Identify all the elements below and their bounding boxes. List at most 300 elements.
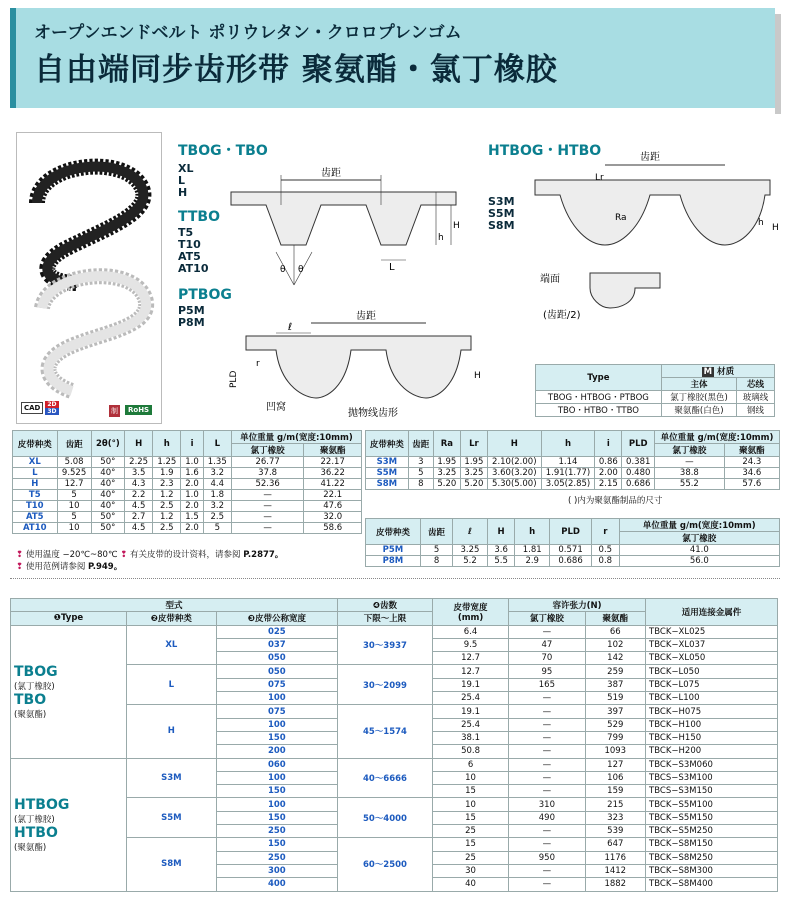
- width-cell: 037: [216, 638, 337, 651]
- width-cell: 100: [216, 771, 337, 784]
- teeth-cell: 40～6666: [338, 758, 433, 798]
- kind-cell: S3M: [127, 758, 217, 798]
- order-cell: 6.4: [432, 625, 508, 638]
- spec1-cell: 32.0: [304, 512, 362, 523]
- order-cell: 30: [432, 864, 508, 877]
- material-cell: 聚氨酯(白色): [661, 404, 736, 417]
- order-cell: —: [509, 745, 585, 758]
- order-cell: 387: [585, 678, 646, 691]
- spec1-cell: 2.5: [203, 512, 231, 523]
- order-cell: 142: [585, 652, 646, 665]
- width-cell: 100: [216, 798, 337, 811]
- spec1-cell: 40°: [91, 501, 124, 512]
- order-cell: TBCK−L050: [646, 665, 778, 678]
- spec3-cell: 56.0: [619, 556, 779, 567]
- spec1-cell: 1.0: [181, 490, 203, 501]
- spec1-row: [13, 490, 362, 501]
- spec2-header: h: [541, 431, 595, 457]
- spec1-cell: 1.6: [181, 468, 203, 479]
- spec2-header: 皮带种类: [366, 431, 409, 457]
- order-cell: 159: [585, 785, 646, 798]
- kind-header: ❷皮带种类: [127, 612, 217, 625]
- type-note: (聚氨酯): [14, 709, 47, 720]
- width-cell: 150: [216, 785, 337, 798]
- spec3-header: H: [487, 519, 515, 545]
- spec1-cell: 4.4: [203, 479, 231, 490]
- material-main-header: 主体: [661, 378, 736, 391]
- order-cell: 165: [509, 678, 585, 691]
- spec1-cell: 3.2: [203, 468, 231, 479]
- order-cell: 19.1: [432, 678, 508, 691]
- spec1-cell: 5.08: [57, 457, 91, 468]
- header-shadow: [775, 14, 781, 114]
- spec2-cell: 2.15: [595, 479, 622, 490]
- header-title: 自由端同步齿形带 聚氨酯・氯丁橡胶: [34, 52, 558, 88]
- spec1-cell: 10: [57, 523, 91, 534]
- type-note: (氯丁橡胶): [14, 681, 55, 692]
- material-row: [536, 404, 775, 417]
- header-accent-bar: [10, 8, 16, 108]
- cad-badge: [21, 401, 59, 415]
- order-cell: TBCS−S3M100: [646, 771, 778, 784]
- spec1-cell: 5: [57, 490, 91, 501]
- order-cell: TBCK−H100: [646, 718, 778, 731]
- width-cell: 060: [216, 758, 337, 771]
- order-cell: 12.7: [432, 665, 508, 678]
- spec2-header: i: [595, 431, 622, 457]
- spec2-cell: S8M: [366, 479, 409, 490]
- spec1-cell: 1.25: [153, 457, 181, 468]
- order-row: [11, 665, 778, 678]
- pld-label: PLD: [229, 370, 239, 388]
- tension-header: 容许张力(N): [509, 599, 646, 612]
- width-cell: 100: [216, 692, 337, 705]
- spec3-header: ℓ: [453, 519, 488, 545]
- order-cell: 310: [509, 798, 585, 811]
- spec1-header: h: [153, 431, 181, 457]
- teeth-cell: 30～3937: [338, 625, 433, 665]
- type-group-cell: [11, 758, 127, 891]
- order-cell: 6: [432, 758, 508, 771]
- kind-cell: S5M: [127, 798, 217, 838]
- spec1-cell: 36.22: [304, 468, 362, 479]
- material-icon: M: [703, 367, 713, 377]
- spec3-cell: 5.5: [487, 556, 515, 567]
- order-cell: 47: [509, 638, 585, 651]
- material-cell: 氯丁橡胶(黑色): [661, 391, 736, 404]
- spec3-cell: 8: [420, 556, 452, 567]
- H-label-3: H: [772, 223, 779, 233]
- spec3-header: 皮带种类: [366, 519, 421, 545]
- order-cell: 10: [432, 771, 508, 784]
- order-cell: 1882: [585, 878, 646, 891]
- spec1-cell: 47.6: [304, 501, 362, 512]
- order-cell: 259: [585, 665, 646, 678]
- order-cell: TBCK−S8M300: [646, 864, 778, 877]
- spec1-cell: 2.2: [125, 490, 153, 501]
- order-cell: —: [509, 625, 585, 638]
- type-name: HTBO: [14, 824, 58, 841]
- spec1-cell: 50°: [91, 512, 124, 523]
- order-cell: 102: [585, 638, 646, 651]
- spec1-cell: H: [13, 479, 58, 490]
- spec1-cell: 58.6: [304, 523, 362, 534]
- htbog-types: [488, 196, 515, 232]
- spec2-cell: 5.30(5.00): [487, 479, 541, 490]
- order-cell: TBCK−S8M150: [646, 838, 778, 851]
- half-pitch-label: (齿距/2): [543, 310, 581, 321]
- teeth-cell: 60～2500: [338, 838, 433, 891]
- width-cell: 300: [216, 864, 337, 877]
- order-row: [11, 798, 778, 811]
- spec1-cell: 3.5: [125, 468, 153, 479]
- spec1-cell: —: [231, 523, 304, 534]
- spec2-cell: 3.60(3.20): [487, 468, 541, 479]
- order-cell: 66: [585, 625, 646, 638]
- belt-width-header: 皮带宽度 (mm): [432, 599, 508, 626]
- order-cell: TBCK−S8M400: [646, 878, 778, 891]
- spec1-header: i: [181, 431, 203, 457]
- order-cell: —: [509, 718, 585, 731]
- spec1-cell: 10: [57, 501, 91, 512]
- H-label-2: H: [474, 371, 481, 381]
- order-cell: 215: [585, 798, 646, 811]
- order-cell: TBCS−S3M150: [646, 785, 778, 798]
- spec2-cell: S5M: [366, 468, 409, 479]
- spec1-cell: 40°: [91, 490, 124, 501]
- spec1-cell: —: [231, 512, 304, 523]
- lr-label: Lr: [595, 173, 604, 183]
- order-cell: 19.1: [432, 705, 508, 718]
- model-header: 型式: [11, 599, 338, 612]
- trapezoid-tooth-diagram: [226, 160, 466, 300]
- order-cell: TBCK−XL037: [646, 638, 778, 651]
- spec2-cell: 3: [408, 457, 433, 468]
- spec2-cell: 5.20: [433, 479, 460, 490]
- order-cell: 519: [585, 692, 646, 705]
- type-s8m: S8M: [488, 219, 515, 232]
- parabolic-tooth-diagram: [226, 308, 486, 420]
- spec3-cell: 0.571: [550, 545, 592, 556]
- teeth-cell: 50～4000: [338, 798, 433, 838]
- tbog-title: TBOG・TBO: [178, 143, 268, 159]
- order-cell: 12.7: [432, 652, 508, 665]
- order-cell: 25: [432, 825, 508, 838]
- spec2-cell: 0.480: [622, 468, 655, 479]
- order-cell: 529: [585, 718, 646, 731]
- order-cell: —: [509, 692, 585, 705]
- order-cell: 106: [585, 771, 646, 784]
- cad-label: CAD: [21, 402, 43, 414]
- order-cell: 950: [509, 851, 585, 864]
- order-cell: 1412: [585, 864, 646, 877]
- pitch-label-2: 齿距: [356, 311, 376, 322]
- order-cell: TBCK−H075: [646, 705, 778, 718]
- order-row: [11, 838, 778, 851]
- material-header: M 材质: [661, 365, 774, 378]
- spec1-cell: 4.5: [125, 501, 153, 512]
- width-header: ❸皮带公称宽度: [216, 612, 337, 625]
- order-cell: 38.1: [432, 731, 508, 744]
- type-name: TBO: [14, 691, 47, 708]
- spec-table-parabolic: [365, 518, 780, 567]
- spec1-cell: 41.22: [304, 479, 362, 490]
- spec2-cell: 5: [408, 468, 433, 479]
- order-cell: TBCK−L075: [646, 678, 778, 691]
- spec2-cell: 3.25: [460, 468, 487, 479]
- spec2-row: [366, 479, 780, 490]
- order-cell: 70: [509, 652, 585, 665]
- material-table: [535, 364, 775, 417]
- spec2-cell: 5.20: [460, 479, 487, 490]
- order-cell: —: [509, 758, 585, 771]
- spec2-header: PLD: [622, 431, 655, 457]
- spec2-row: [366, 457, 780, 468]
- spec1-cell: 1.35: [203, 457, 231, 468]
- spec1-cell: AT5: [13, 512, 58, 523]
- kind-cell: H: [127, 705, 217, 758]
- teeth-cell: 45～1574: [338, 705, 433, 758]
- width-cell: 050: [216, 652, 337, 665]
- width-cell: 075: [216, 705, 337, 718]
- material-cell: TBO・HTBO・TTBO: [536, 404, 662, 417]
- width-cell: 200: [216, 745, 337, 758]
- spec2-row: [366, 468, 780, 479]
- spec1-cell: 2.5: [153, 501, 181, 512]
- spec1-cell: XL: [13, 457, 58, 468]
- h-label-3: h: [758, 218, 764, 228]
- spec3-cell: 3.25: [453, 545, 488, 556]
- spec1-cell: 2.3: [153, 479, 181, 490]
- order-cell: 50.8: [432, 745, 508, 758]
- spec1-cell: 50°: [91, 523, 124, 534]
- spec2-cell: 2.00: [595, 468, 622, 479]
- order-cell: 1176: [585, 851, 646, 864]
- spec2-cell: 8: [408, 479, 433, 490]
- order-cell: TBCK−H150: [646, 731, 778, 744]
- order-cell: 40: [432, 878, 508, 891]
- type-h: H: [178, 186, 188, 199]
- made-badge: 制: [111, 407, 118, 415]
- spec1-row: [13, 501, 362, 512]
- order-cell: —: [509, 771, 585, 784]
- type-at10: AT10: [178, 262, 209, 275]
- spec1-row: [13, 457, 362, 468]
- order-row: [11, 625, 778, 638]
- note-usage: ❢ 使用范例请参阅 P.949。: [16, 562, 123, 572]
- spec1-cell: 4.5: [125, 523, 153, 534]
- spec1-cell: —: [231, 490, 304, 501]
- spec2-cell: 1.14: [541, 457, 595, 468]
- spec2-cell: 0.686: [622, 479, 655, 490]
- r-label: r: [256, 359, 260, 369]
- spec3-header: PLD: [550, 519, 592, 545]
- order-cell: 490: [509, 811, 585, 824]
- spec2-cell: —: [655, 457, 725, 468]
- teeth-header: ❹齿数: [338, 599, 433, 612]
- material-cell: TBOG・HTBOG・PTBOG: [536, 391, 662, 404]
- spec1-header: L: [203, 431, 231, 457]
- spec3-cell: 5: [420, 545, 452, 556]
- spec1-row: [13, 523, 362, 534]
- spec2-cell: 24.3: [724, 457, 779, 468]
- spec1-cell: 2.7: [125, 512, 153, 523]
- order-cell: 10: [432, 798, 508, 811]
- spec1-cell: 22.17: [304, 457, 362, 468]
- spec3-cell: P8M: [366, 556, 421, 567]
- type-t5: T5: [178, 226, 194, 239]
- type-xl: XL: [178, 162, 194, 175]
- spec1-cell: 1.9: [153, 468, 181, 479]
- type-s3m: S3M: [488, 195, 515, 208]
- type-at5: AT5: [178, 250, 201, 263]
- order-cell: 539: [585, 825, 646, 838]
- order-cell: 25: [432, 851, 508, 864]
- spec1-cell: 40°: [91, 479, 124, 490]
- end-label: 端面: [540, 274, 560, 285]
- spec1-header: 2θ(°): [91, 431, 124, 457]
- round-tooth-diagram: [530, 150, 780, 270]
- spec2-cell: 1.95: [460, 457, 487, 468]
- spec1-cell: 1.8: [203, 490, 231, 501]
- h-label: h: [438, 233, 444, 243]
- htbog-title: HTBOG・HTBO: [488, 143, 602, 159]
- width-cell: 100: [216, 718, 337, 731]
- spec1-cell: 5: [57, 512, 91, 523]
- type-group-cell: [11, 625, 127, 758]
- material-cell: 钢线: [737, 404, 775, 417]
- product-photo-panel: [16, 132, 162, 424]
- mass-sub-chloroprene: 氯丁橡胶: [231, 444, 304, 457]
- teeth-sub-header: 下限～上限: [338, 612, 433, 625]
- tension-urethane-header: 聚氨酯: [585, 612, 646, 625]
- order-cell: 9.5: [432, 638, 508, 651]
- order-cell: 799: [585, 731, 646, 744]
- spec1-cell: 9.525: [57, 468, 91, 479]
- order-cell: TBCK−S5M100: [646, 798, 778, 811]
- order-cell: TBCK−H200: [646, 745, 778, 758]
- spec1-header: H: [125, 431, 153, 457]
- spec3-cell: 1.81: [515, 545, 550, 556]
- spec1-cell: 2.0: [181, 501, 203, 512]
- material-cell: 玻璃线: [737, 391, 775, 404]
- note-temp: ❢ 使用温度 −20℃~80℃ ❢ 有关皮带的设计资料，请参阅 P.2877。: [16, 550, 284, 560]
- type-l: L: [178, 174, 186, 187]
- spec1-cell: L: [13, 468, 58, 479]
- spec3-cell: 41.0: [619, 545, 779, 556]
- order-cell: —: [509, 731, 585, 744]
- spec2-cell: S3M: [366, 457, 409, 468]
- end-face-diagram: [540, 268, 670, 328]
- width-cell: 250: [216, 851, 337, 864]
- spec1-row: [13, 468, 362, 479]
- order-cell: 15: [432, 838, 508, 851]
- spec1-mass-header: 单位重量 g/m(宽度:10mm): [231, 431, 361, 444]
- mass2-sub-urethane: 聚氨酯: [724, 444, 779, 457]
- width-cell: 250: [216, 825, 337, 838]
- spec1-cell: 52.36: [231, 479, 304, 490]
- type-p5m: P5M: [178, 304, 205, 317]
- spec1-header: 皮带种类: [13, 431, 58, 457]
- spec1-cell: 2.25: [125, 457, 153, 468]
- spec2-cell: 2.10(2.00): [487, 457, 541, 468]
- order-cell: —: [509, 785, 585, 798]
- order-cell: —: [509, 864, 585, 877]
- spec-table-trapezoid: [12, 430, 362, 534]
- order-cell: 15: [432, 785, 508, 798]
- width-cell: 050: [216, 665, 337, 678]
- order-cell: TBCK−XL025: [646, 625, 778, 638]
- type-t10: T10: [178, 238, 201, 251]
- order-cell: 15: [432, 811, 508, 824]
- spec1-cell: AT10: [13, 523, 58, 534]
- spec3-cell: 3.6: [487, 545, 515, 556]
- H-label: H: [453, 221, 460, 231]
- type-note: (氯丁橡胶): [14, 814, 55, 825]
- pitch-label: 齿距: [321, 168, 341, 179]
- spec3-header: 齿距: [420, 519, 452, 545]
- spec3-cell: P5M: [366, 545, 421, 556]
- order-cell: TBCK−S5M150: [646, 811, 778, 824]
- spec-table-round: [365, 430, 780, 490]
- order-cell: 1093: [585, 745, 646, 758]
- spec1-cell: 22.1: [304, 490, 362, 501]
- material-row: [536, 391, 775, 404]
- spec2-header: Lr: [460, 431, 487, 457]
- spec3-cell: 0.686: [550, 556, 592, 567]
- order-cell: 25.4: [432, 692, 508, 705]
- spec2-mass-header: 单位重量 g/m(宽度:10mm): [655, 431, 780, 444]
- order-cell: —: [509, 878, 585, 891]
- order-cell: 95: [509, 665, 585, 678]
- header-banner: [10, 8, 775, 108]
- order-cell: —: [509, 825, 585, 838]
- order-cell: TBCK−S5M250: [646, 825, 778, 838]
- theta-label: θ: [280, 265, 286, 275]
- spec3-header: h: [515, 519, 550, 545]
- spec3-row: [366, 556, 780, 567]
- parabola-label: 抛物线齿形: [348, 408, 398, 419]
- cad-3d: 3D: [47, 408, 57, 415]
- mass2-sub-chloroprene: 氯丁橡胶: [655, 444, 725, 457]
- width-cell: 025: [216, 625, 337, 638]
- type-note: (聚氨酯): [14, 842, 47, 853]
- kind-cell: XL: [127, 625, 217, 665]
- material-core-header: 芯线: [737, 378, 775, 391]
- spec1-header: 齿距: [57, 431, 91, 457]
- spec1-cell: 12.7: [57, 479, 91, 490]
- spec1-cell: 2.0: [181, 479, 203, 490]
- order-cell: 647: [585, 838, 646, 851]
- ell-label: ℓ: [288, 322, 293, 333]
- ptbog-title: PTBOG: [178, 287, 232, 303]
- recess-label: 凹窝: [266, 402, 286, 413]
- spec2-header: H: [487, 431, 541, 457]
- spec2-cell: 34.6: [724, 468, 779, 479]
- spec3-mass-header: 单位重量 g/m(宽度:10mm): [619, 519, 779, 532]
- width-cell: 150: [216, 731, 337, 744]
- spec2-cell: 0.381: [622, 457, 655, 468]
- order-cell: —: [509, 705, 585, 718]
- spec2-header: 齿距: [408, 431, 433, 457]
- spec2-header: Ra: [433, 431, 460, 457]
- order-table: [10, 598, 778, 892]
- mass-sub-urethane: 聚氨酯: [304, 444, 362, 457]
- spec1-cell: 37.8: [231, 468, 304, 479]
- spec1-cell: 2.5: [153, 523, 181, 534]
- spec1-cell: T10: [13, 501, 58, 512]
- order-cell: 127: [585, 758, 646, 771]
